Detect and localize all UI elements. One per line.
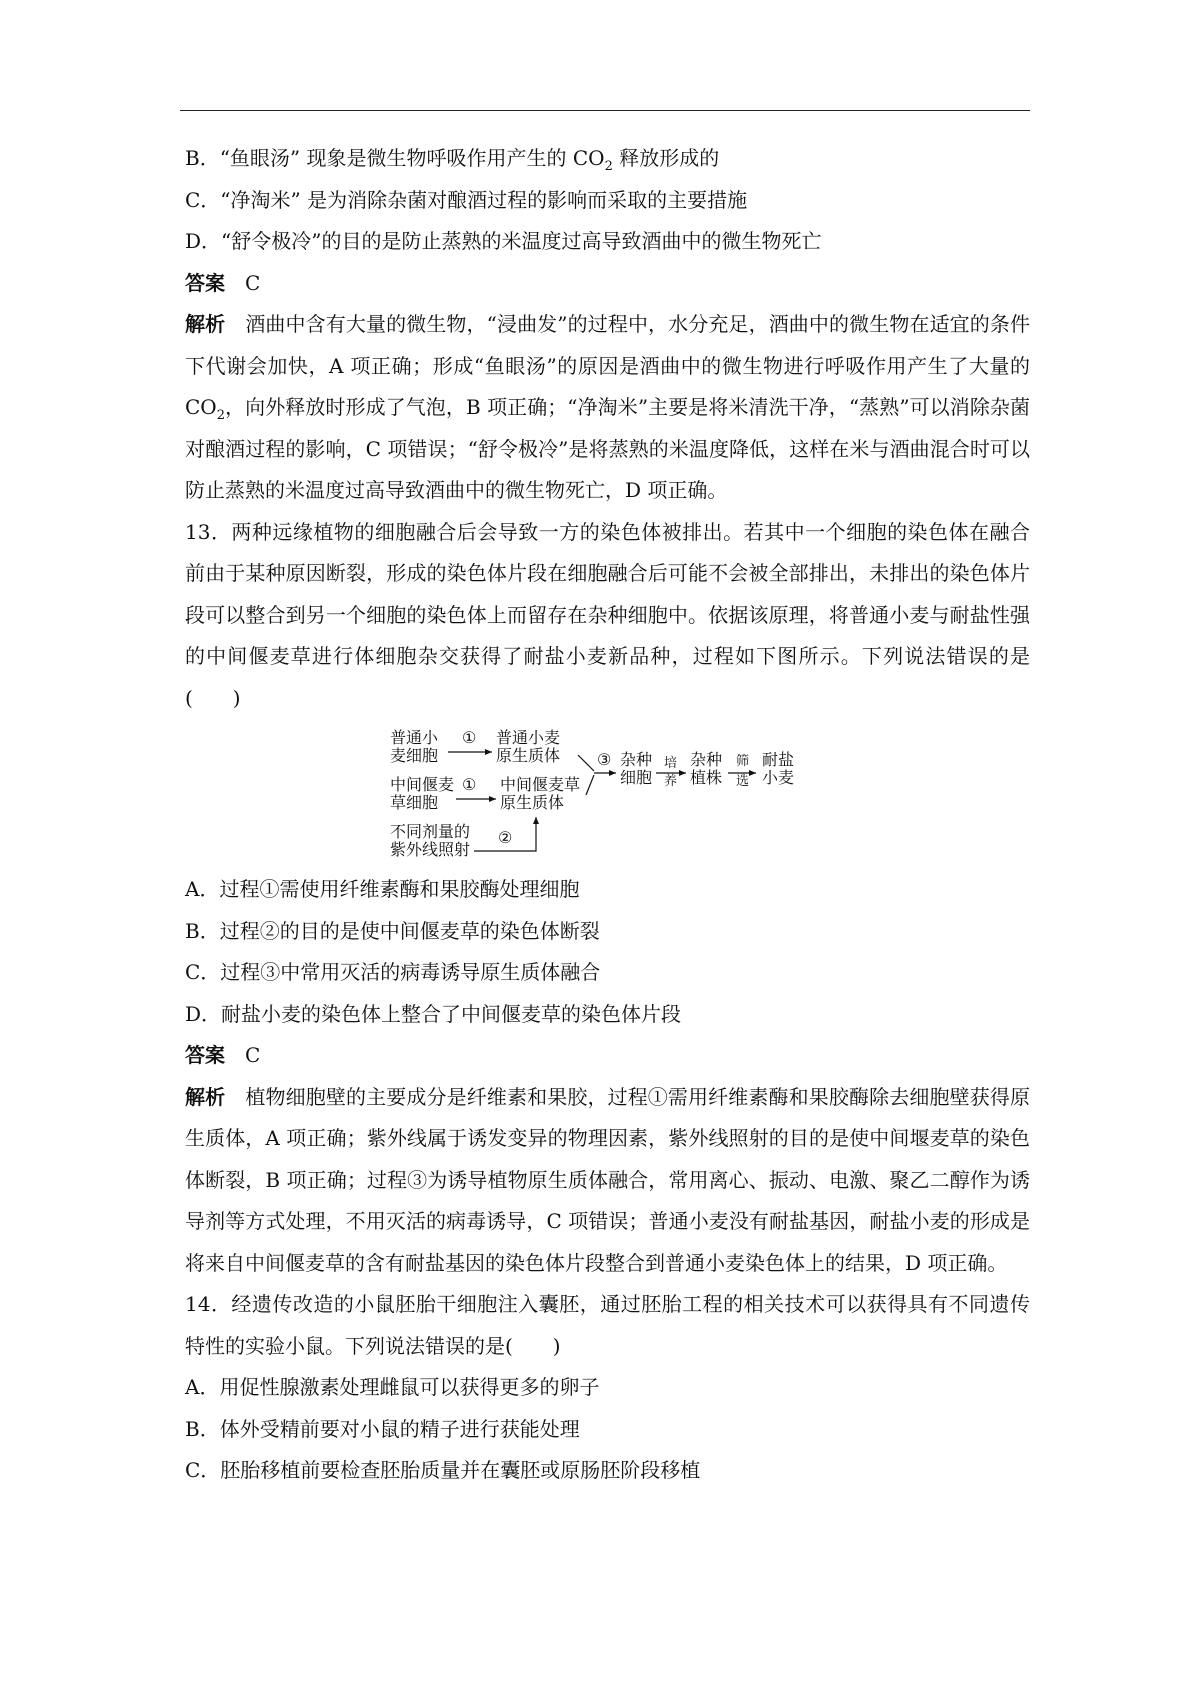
hybrid-plant-label-2: 植株 xyxy=(690,768,723,787)
hybrid-cell-label-2: 细胞 xyxy=(620,768,653,787)
q14-option-a: A．用促性腺激素处理雌鼠可以获得更多的卵子 xyxy=(185,1375,600,1399)
hybrid-cell-label: 杂种 xyxy=(620,750,653,769)
grass-protoplast-label-2: 原生质体 xyxy=(500,793,565,812)
q13-option-b: B．过程②的目的是使中间偃麦草的染色体断裂 xyxy=(185,918,600,943)
wheat-protoplast-label: 普通小麦 xyxy=(496,728,561,747)
step2-label: ② xyxy=(498,828,513,847)
analysis-label: 解析 xyxy=(185,1084,226,1109)
hybrid-plant-label: 杂种 xyxy=(690,750,723,769)
step1-label-b: ① xyxy=(462,775,477,794)
step3-label: ③ xyxy=(597,750,612,769)
q13-option-d: D．耐盐小麦的染色体上整合了中间偃麦草的染色体片段 xyxy=(185,1001,682,1026)
header-rule xyxy=(180,110,1030,111)
q12-option-b: B．“鱼眼汤” 现象是微生物呼吸作用产生的 $CO_2$ 释放形成的 xyxy=(185,146,720,174)
q13-process-diagram xyxy=(185,725,1030,865)
wheat-cell-label: 普通小 xyxy=(390,728,439,747)
uv-label: 不同剂量的 xyxy=(390,822,471,841)
grass-protoplast-label: 中间偃麦草 xyxy=(500,775,581,794)
answer-value: C xyxy=(245,270,261,295)
result-label-2: 小麦 xyxy=(762,768,795,787)
q12-option-d: D．“舒令极冷”的目的是防止蒸熟的米温度过高导致酒曲中的微生物死亡 xyxy=(185,229,822,253)
q12-analysis: 解析 酒曲中含有大量的微生物，“浸曲发”的过程中，水分充足，酒曲中的微生物在适宜的条件下代谢会加快，A 项正确；形成“鱼眼汤”的原因是酒曲中的微生物进行呼吸作用产生了大量的 $CO_2$，向外释放时形成了气泡，B 项正确；“净淘米”主要是将米清洗干净，“蒸熟”可以消除杂菌对酿酒过程的影响，C 项错误；“舒令极冷”是将蒸熟的米温度降低，这样在米与酒曲混合时可以防止蒸熟的米温度过高导致酒曲中的微生物死亡，D 项正确。 xyxy=(185,312,1030,502)
culture-label: 培 xyxy=(664,756,678,771)
q12-answer xyxy=(185,263,1030,305)
q14-option-c: C．胚胎移植前要检查胚胎质量并在囊胚或原肠胚阶段移植 xyxy=(185,1458,701,1482)
result-label: 耐盐 xyxy=(762,750,795,769)
answer-value: C xyxy=(245,1043,261,1067)
q14-option-b: B．体外受精前要对小鼠的精子进行获能处理 xyxy=(185,1416,580,1441)
q13-option-c: C．过程③中常用灭活的病毒诱导原生质体融合 xyxy=(185,960,601,984)
culture-label-2: 养 xyxy=(664,774,678,789)
wheat-protoplast-label-2: 原生质体 xyxy=(496,746,561,765)
answer-label: 答案 xyxy=(185,270,225,295)
grass-cell-label-2: 草细胞 xyxy=(390,793,439,812)
q13-option-a: A．过程①需使用纤维素酶和果胶酶处理细胞 xyxy=(185,877,580,901)
wheat-cell-label-2: 麦细胞 xyxy=(390,746,439,765)
screen-label-2: 选 xyxy=(736,774,750,789)
uv-label-2: 紫外线照射 xyxy=(390,840,471,859)
grass-cell-label: 中间偃麦 xyxy=(390,775,455,794)
fusion-line-top xyxy=(578,755,594,771)
q13-stem: 13．两种远缘植物的细胞融合后会导致一方的染色体被排出。若其中一个细胞的染色体在融合前由于某种原因断裂，形成的染色体片段在细胞融合后可能不会被全部排出，未排出的染色体片段可以整合到另一个细胞的染色体上而留存在杂种细胞中。依据该原理，将普通小麦与耐盐性强的中间偃麦草进行体细胞杂交获得了耐盐小麦新品种，过程如下图所示。下列说法错误的是( ) xyxy=(185,519,1030,710)
screen-label: 筛 xyxy=(736,754,750,769)
analysis-label: 解析 xyxy=(185,312,226,336)
q13-answer xyxy=(185,1035,1030,1077)
answer-label: 答案 xyxy=(185,1043,225,1067)
step1-label-a: ① xyxy=(462,728,477,747)
fusion-line-bottom xyxy=(586,775,594,795)
process-flow-svg xyxy=(390,725,830,861)
page-content xyxy=(185,138,1030,1492)
q13-analysis: 解析 植物细胞壁的主要成分是纤维素和果胶，过程①需用纤维素酶和果胶酶除去细胞壁获得原生质体，A 项正确；紫外线属于诱发变异的物理因素，紫外线照射的目的是使中间堰麦草的染色体断裂，B 项正确；过程③为诱导植物原生质体融合，常用离心、振动、电激、聚乙二醇作为诱导剂等方式处理，不用灭活的病毒诱导，C 项错误；普通小麦没有耐盐基因，耐盐小麦的形成是将来自中间偃麦草的含有耐盐基因的染色体片段整合到普通小麦染色体上的结果，D 项正确。 xyxy=(185,1084,1031,1275)
q12-option-c: C．“净淘米” 是为消除杂菌对酿酒过程的影响而采取的主要措施 xyxy=(185,187,748,212)
q14-stem: 14．经遗传改造的小鼠胚胎干细胞注入囊胚，通过胚胎工程的相关技术可以获得具有不同遗传特性的实验小鼠。下列说法错误的是( ) xyxy=(185,1292,1030,1358)
